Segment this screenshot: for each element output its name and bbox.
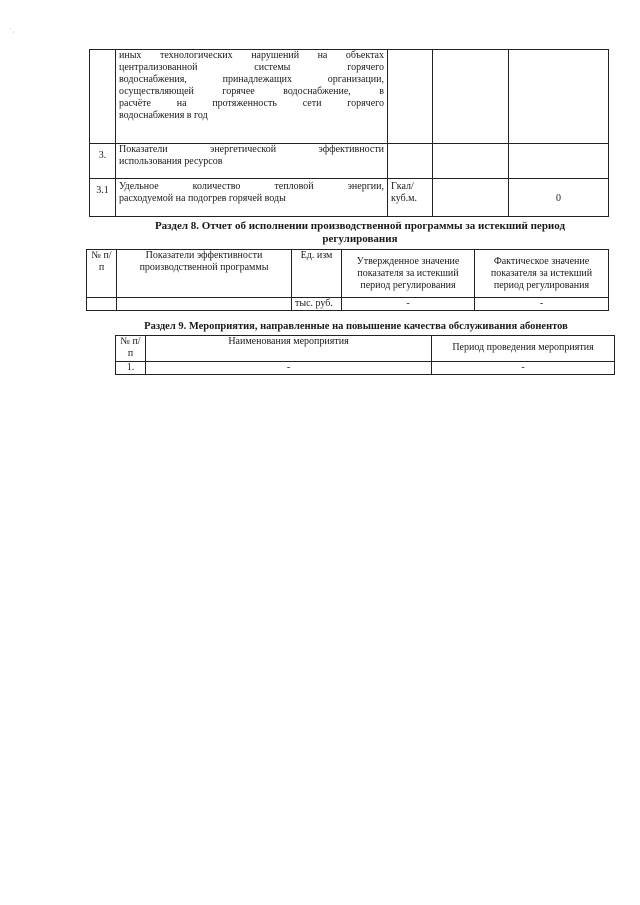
table-header-row bbox=[116, 336, 615, 362]
indicator-line: расчёте на протяженность сети горячего bbox=[119, 98, 384, 109]
section8-title-line2: регулирования bbox=[322, 233, 398, 245]
col-header-indicator: Показатели эффективности производственной программы bbox=[117, 250, 292, 298]
unit-cell bbox=[388, 50, 433, 144]
indicator-line: Удельное количество тепловой энергии, bbox=[119, 181, 384, 192]
indicator-line: расходуемой на подогрев горячей воды bbox=[119, 193, 286, 204]
indicator-cell bbox=[116, 179, 388, 217]
actual-cell: 0 bbox=[509, 179, 609, 217]
indicator-line: централизованной системы горячего bbox=[119, 62, 384, 73]
indicator-cell bbox=[116, 50, 388, 144]
table-row bbox=[116, 362, 615, 375]
row-number: 3. bbox=[90, 144, 116, 179]
scan-corner-mark: ' , bbox=[10, 28, 15, 34]
indicator-line: водоснабжения, принадлежащих организации, bbox=[119, 74, 384, 85]
indicator-line: осуществляющей горячее водоснабжение, в bbox=[119, 86, 384, 97]
section8-title-line1: Раздел 8. Отчет об исполнении производственной программы за истекший период bbox=[154, 220, 566, 232]
indicator-cell bbox=[116, 144, 388, 179]
col-header-actual: Фактическое значение показателя за истекший период регулирования bbox=[475, 250, 609, 298]
row-number bbox=[87, 298, 117, 311]
name-cell: - bbox=[146, 362, 432, 375]
unit-cell: Гкал/ куб.м. bbox=[388, 179, 433, 217]
indicator-line: водоснабжения в год bbox=[119, 110, 208, 121]
approved-cell: - bbox=[342, 298, 475, 311]
table-row bbox=[87, 298, 609, 311]
section9-title: Раздел 9. Мероприятия, направленные на повышение качества обслуживания абонентов bbox=[144, 321, 568, 332]
indicator-line: иных технологических нарушений на объектах bbox=[119, 50, 384, 61]
indicator-line: Показатели энергетической эффективности bbox=[119, 144, 384, 155]
indicator-line: использования ресурсов bbox=[119, 156, 223, 167]
approved-cell bbox=[433, 144, 509, 179]
table-row bbox=[90, 144, 609, 179]
table-row bbox=[90, 179, 609, 217]
unit-cell bbox=[388, 144, 433, 179]
indicators-table bbox=[89, 49, 609, 217]
col-header-name: Наименования мероприятия bbox=[146, 336, 432, 362]
approved-cell bbox=[433, 50, 509, 144]
actual-cell bbox=[509, 50, 609, 144]
col-header-period: Период проведения мероприятия bbox=[432, 336, 615, 362]
row-number: 3.1 bbox=[90, 179, 116, 217]
row-number: 1. bbox=[116, 362, 146, 375]
indicator-cell bbox=[117, 298, 292, 311]
actual-cell: - bbox=[475, 298, 609, 311]
col-header-approved: Утвержденное значение показателя за истекший период регулирования bbox=[342, 250, 475, 298]
row-number bbox=[90, 50, 116, 144]
period-cell: - bbox=[432, 362, 615, 375]
table-header-row bbox=[87, 250, 609, 298]
table-row bbox=[90, 50, 609, 144]
unit-cell: тыс. руб. bbox=[292, 298, 342, 311]
col-header-num: № п/п bbox=[87, 250, 117, 298]
col-header-unit: Ед. изм bbox=[292, 250, 342, 298]
actual-cell bbox=[509, 144, 609, 179]
col-header-num: № п/п bbox=[116, 336, 146, 362]
approved-cell bbox=[433, 179, 509, 217]
section9-table bbox=[115, 335, 615, 375]
section8-table bbox=[86, 249, 609, 311]
